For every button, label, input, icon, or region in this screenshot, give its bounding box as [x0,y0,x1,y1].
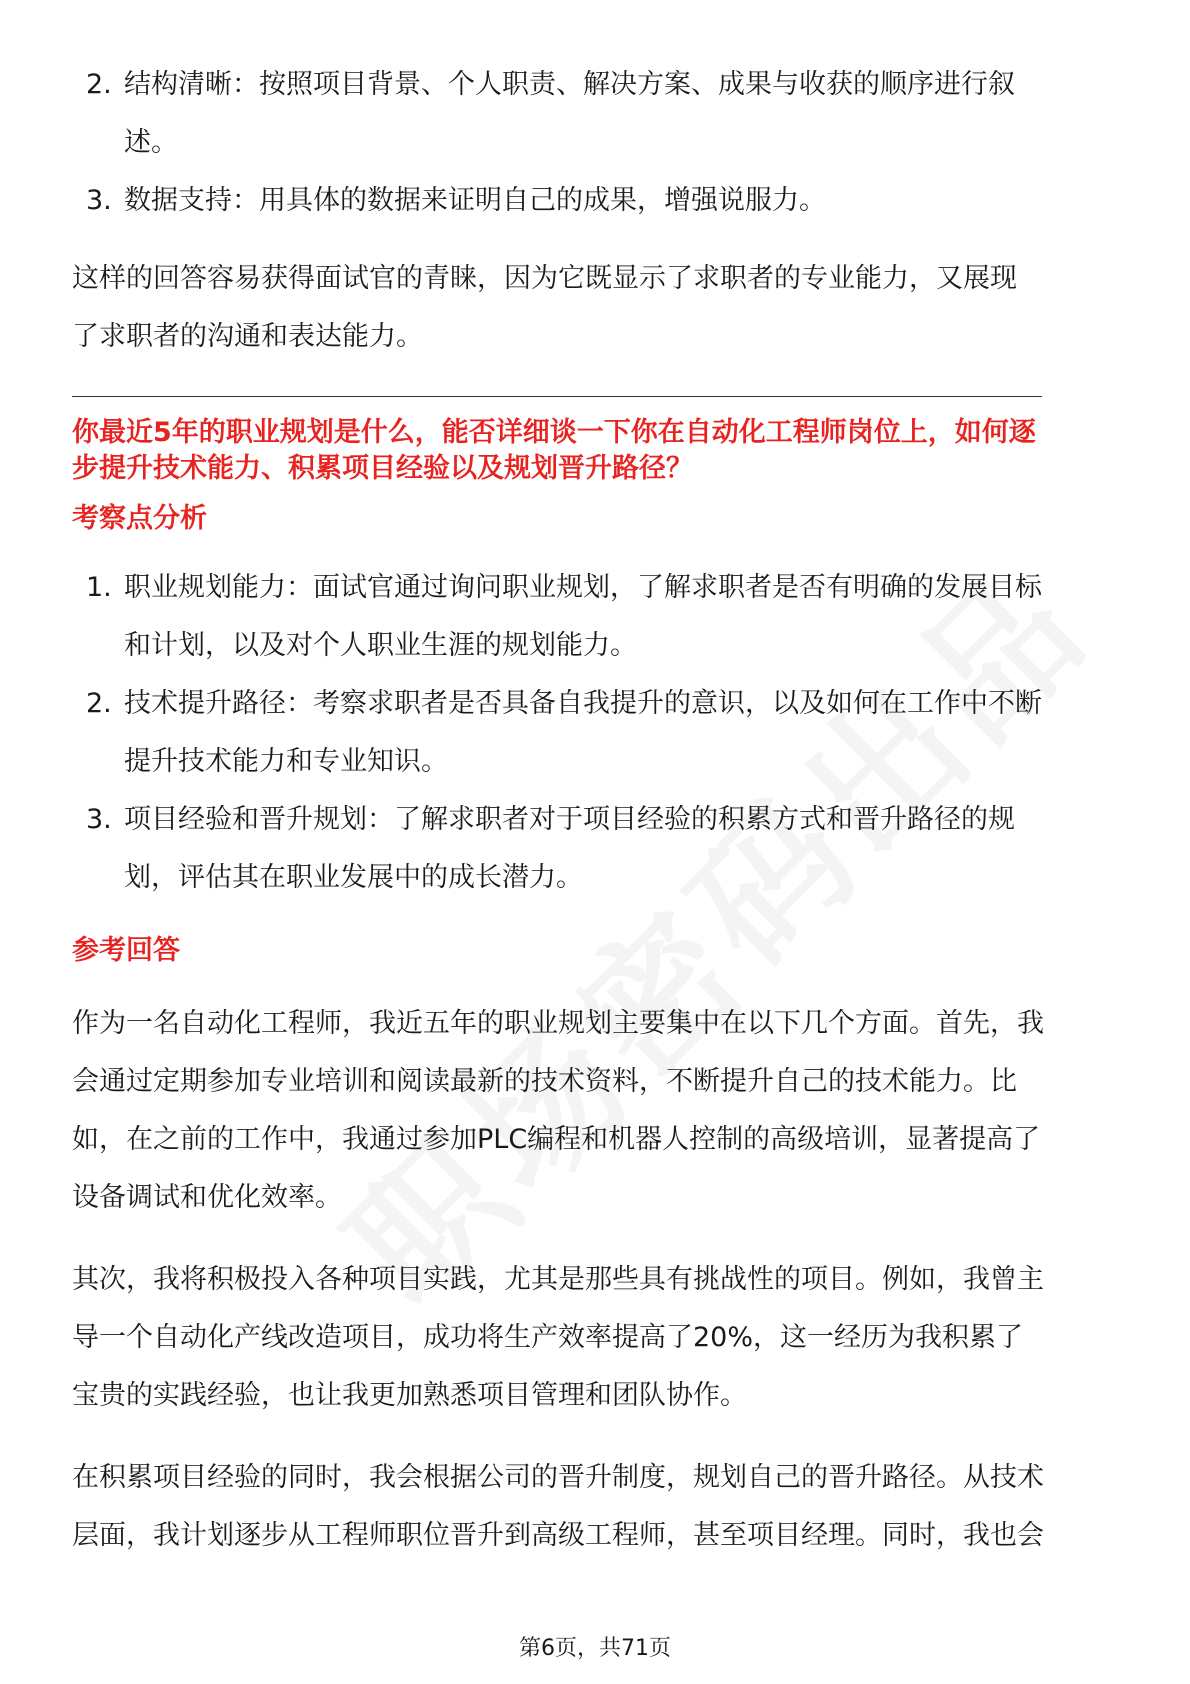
summary-paragraph: 这样的回答容易获得面试官的青睐，因为它既显示了求职者的专业能力，又展现了求职者的沟通和表达能力。 [72,263,1017,352]
list-item-text: 数据支持：用具体的数据来证明自己的成果，增强说服力。 [124,185,826,216]
list-item-text: 结构清晰：按照项目背景、个人职责、解决方案、成果与收获的顺序进行叙述。 [124,69,1015,158]
list-item [72,559,1047,675]
analysis-list [72,559,1047,907]
list-item-text: 项目经验和晋升规划：了解求职者对于项目经验的积累方式和晋升路径的规划，评估其在职业发展中的成长潜力。 [124,804,1015,893]
page-footer: 第6页，共71页 [519,1636,671,1661]
answer-paragraph: 其次，我将积极投入各种项目实践，尤其是那些具有挑战性的项目。例如，我曾主导一个自动化产线改造项目，成功将生产效率提高了20%，这一经历为我积累了宝贵的实践经验，也让我更加熟悉项目管理和团队协作。 [72,1264,1044,1411]
list-item-number: 2. [86,69,112,100]
answer-paragraph: 作为一名自动化工程师，我近五年的职业规划主要集中在以下几个方面。首先，我会通过定期参加专业培训和阅读最新的技术资料，不断提升自己的技术能力。比如，在之前的工作中，我通过参加PLC编程和机器人控制的高级培训，显著提高了设备调试和优化效率。 [72,1008,1044,1213]
list-item [72,791,1047,907]
list-item-number: 3. [86,804,112,835]
section-divider [72,396,1042,397]
list-item-number: 2. [86,688,112,719]
list-item-number: 1. [86,572,112,603]
list-item [72,56,1032,172]
top-numbered-list [72,56,1032,230]
analysis-title: 考察点分析 [72,503,207,534]
list-item [72,675,1047,791]
answer-paragraph: 在积累项目经验的同时，我会根据公司的晋升制度，规划自己的晋升路径。从技术层面，我计划逐步从工程师职位晋升到高级工程师，甚至项目经理。同时，我也会 [72,1462,1044,1551]
interview-question: 你最近5年的职业规划是什么，能否详细谈一下你在自动化工程师岗位上，如何逐步提升技术能力、积累项目经验以及规划晋升路径？ [72,417,1036,484]
list-item-text: 职业规划能力：面试官通过询问职业规划，了解求职者是否有明确的发展目标和计划，以及对个人职业生涯的规划能力。 [124,572,1042,661]
list-item [72,172,1032,230]
list-item-text: 技术提升路径：考察求职者是否具备自我提升的意识，以及如何在工作中不断提升技术能力和专业知识。 [124,688,1042,777]
answer-title: 参考回答 [72,935,180,966]
page-content [72,56,1122,1565]
list-item-number: 3. [86,185,112,216]
